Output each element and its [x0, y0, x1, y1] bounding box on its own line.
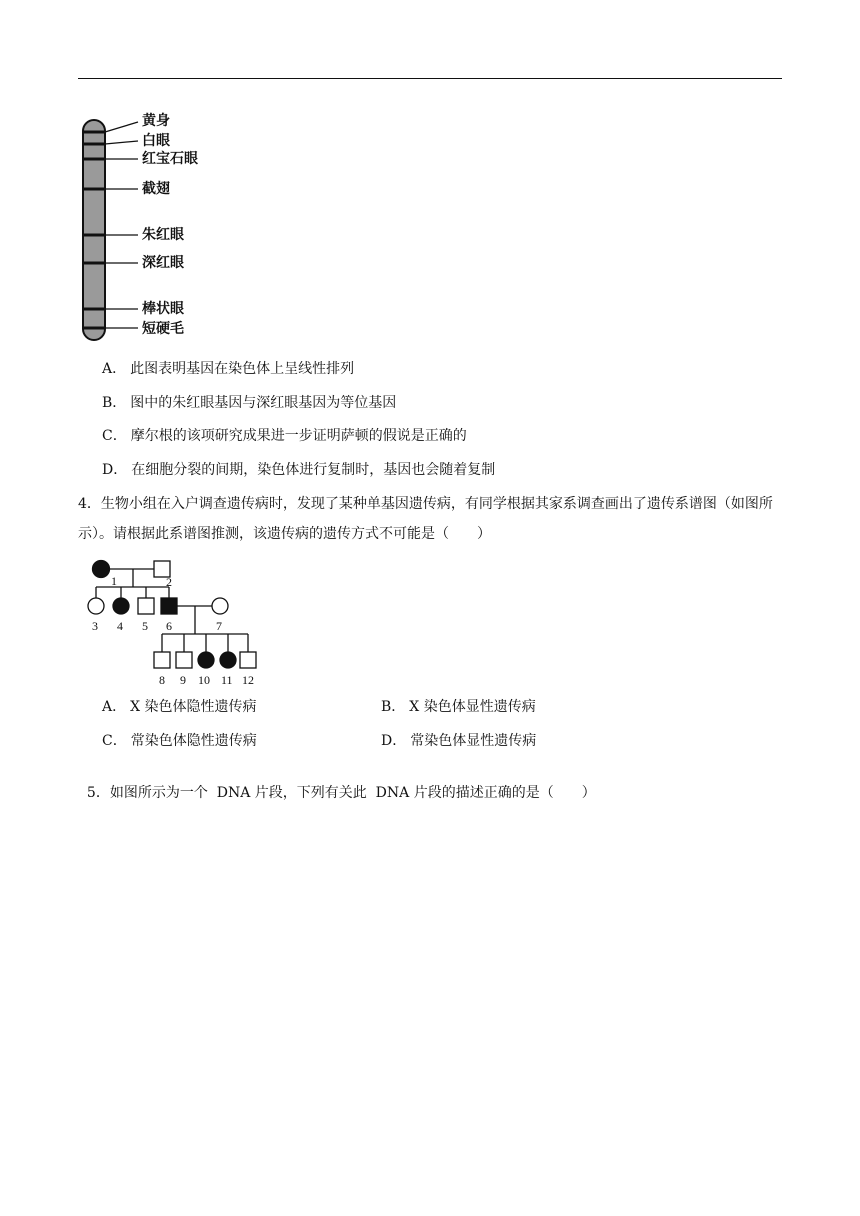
option-text: 此图表明基因在染色体上呈线性排列 [130, 361, 355, 377]
individual-12 [240, 652, 256, 668]
option-letter: D． [102, 462, 128, 478]
q3-option-c [102, 427, 467, 445]
label-5: 5 [142, 619, 148, 633]
option-text: X 染色体显性遗传病 [409, 699, 536, 715]
q3-option-d [102, 461, 495, 479]
label-3: 3 [92, 619, 98, 633]
question-text: 生物小组在入户调查遗传病时，发现了某种单基因遗传病，有同学根据其家系调查画出了遗传系谱图（如图所示）。请根据此系谱图推测，该遗传病的遗传方式不可能是（ ） [78, 496, 773, 542]
q4-stem [78, 489, 784, 549]
label-9: 9 [180, 673, 186, 687]
label-8: 8 [159, 673, 165, 687]
gene-label-short-bristle: 短硬毛 [142, 321, 184, 337]
pedigree-diagram [82, 558, 262, 690]
option-text: 图中的朱红眼基因与深红眼基因为等位基因 [130, 395, 397, 411]
label-2: 2 [166, 575, 172, 589]
label-4: 4 [117, 619, 123, 633]
chromosome-figure [78, 108, 268, 344]
question-number: 4． [78, 496, 101, 512]
individual-8 [154, 652, 170, 668]
question-text: 如图所示为一个 DNA 片段，下列有关此 DNA 片段的描述正确的是（ ） [109, 785, 596, 801]
option-text: X 染色体隐性遗传病 [130, 699, 257, 715]
q5-stem [78, 766, 596, 802]
individual-1 [93, 561, 110, 578]
gene-label-ruby-eye: 红宝石眼 [142, 151, 198, 167]
option-letter: A． [102, 361, 127, 377]
gene-label-white-eye: 白眼 [142, 133, 170, 149]
question-number: 5． [86, 785, 110, 801]
individual-7 [212, 598, 228, 614]
label-10: 10 [198, 673, 210, 687]
gene-label-truncated-wing: 截翅 [142, 181, 170, 197]
gene-label-deep-red-eye: 深红眼 [142, 255, 184, 271]
individual-11 [220, 652, 236, 668]
q3-option-b [102, 394, 396, 412]
option-letter: C． [102, 428, 127, 444]
q4-option-b [381, 698, 536, 716]
gene-label-vermilion-eye: 朱红眼 [142, 227, 184, 243]
label-1: 1 [111, 574, 117, 588]
option-text: 常染色体隐性遗传病 [130, 733, 257, 749]
label-11: 11 [221, 673, 233, 687]
gene-label-bar-eye: 棒状眼 [142, 301, 184, 317]
option-text: 摩尔根的该项研究成果进一步证明萨顿的假说是正确的 [130, 428, 467, 444]
q3-option-a [102, 360, 354, 378]
q4-option-c [102, 732, 257, 750]
option-letter: C． [102, 733, 127, 749]
individual-5 [138, 598, 154, 614]
individual-4 [113, 598, 129, 614]
individual-6 [161, 598, 177, 614]
option-text: 常染色体显性遗传病 [410, 733, 537, 749]
header-rule [78, 78, 782, 79]
q4-option-a [102, 698, 257, 716]
label-12: 12 [242, 673, 254, 687]
option-text: 在细胞分裂的间期，染色体进行复制时，基因也会随着复制 [131, 462, 496, 478]
option-letter: B． [102, 395, 127, 411]
individual-3 [88, 598, 104, 614]
option-letter: A． [102, 699, 127, 715]
label-6: 6 [166, 619, 172, 633]
option-letter: D． [381, 733, 407, 749]
gene-label-yellow-body: 黄身 [142, 113, 170, 129]
individual-10 [198, 652, 214, 668]
option-letter: B． [381, 699, 406, 715]
q4-option-d [381, 732, 536, 750]
pedigree-chart [82, 558, 262, 690]
individual-9 [176, 652, 192, 668]
label-7: 7 [216, 619, 222, 633]
